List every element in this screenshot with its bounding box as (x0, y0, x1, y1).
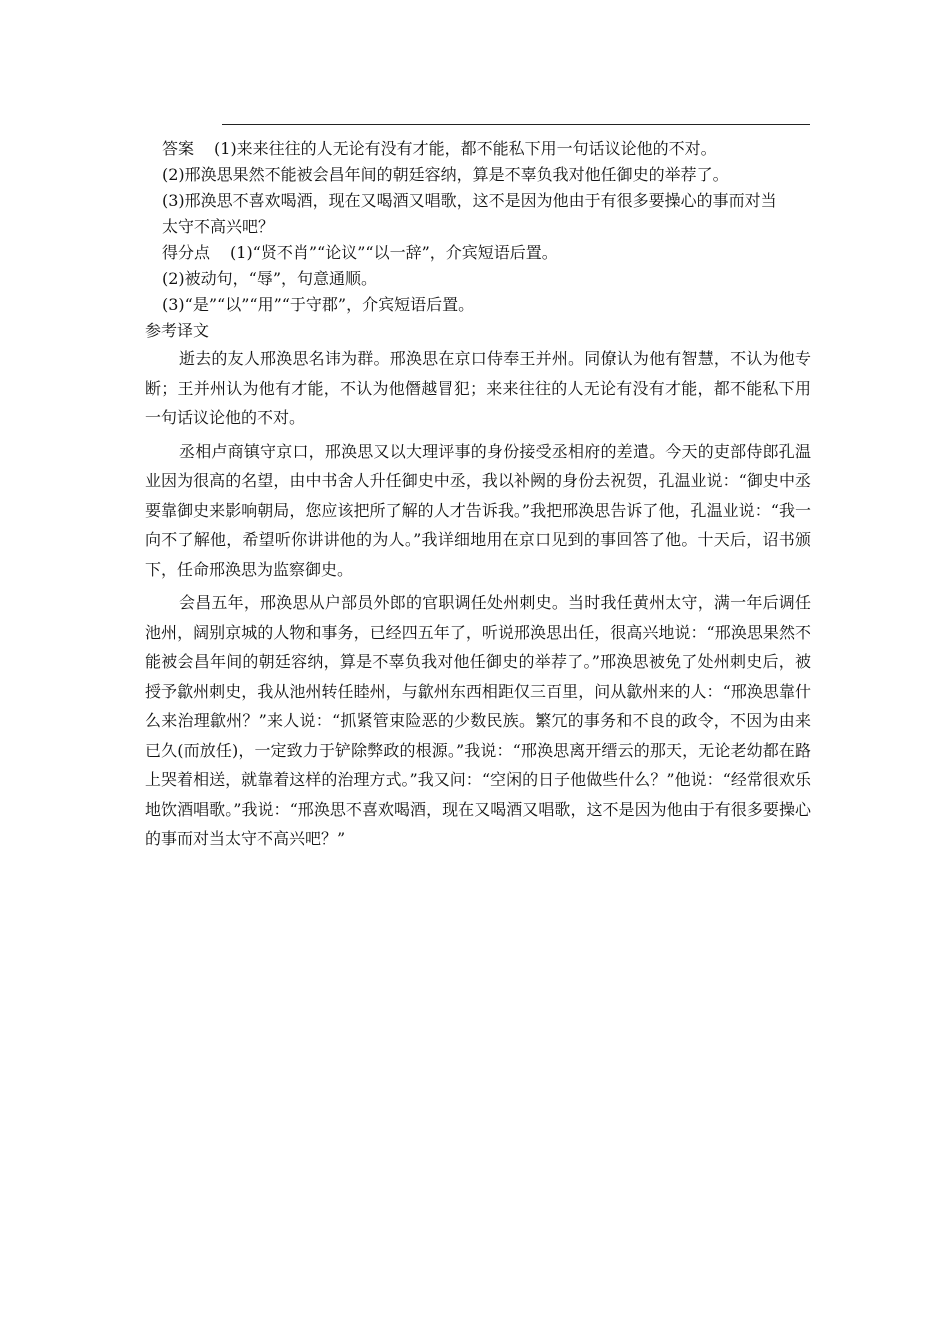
answer-item-3-cont: 太守不高兴吧？ (162, 217, 275, 236)
scoring-section (145, 240, 811, 318)
answer-item-1: (1)来来往往的人无论有没有才能，都不能私下用一句话议论他的不对。 (214, 139, 717, 158)
translation-paragraph-3: 会昌五年，邢涣思从户部员外郎的官职调任处州刺史。当时我任黄州太守，满一年后调任池州，阔别京城的人物和事务，已经四五年了，听说邢涣思出任，很高兴地说：“邢涣思果然不能被会昌年间的朝廷容纳，算是不辜负我对他任御史的举荐了。”邢涣思被免了处州刺史后，被授予歙州刺史，我从池州转任睦州，与歙州东西相距仅三百里，问从歙州来的人：“邢涣思靠什么来治理歙州？”来人说：“抓紧管束险恶的少数民族。繁冗的事务和不良的政令，不因为由来已久(而放任)，一定致力于铲除弊政的根源。”我说：“邢涣思离开缙云的那天，无论老幼都在路上哭着相送，就靠着这样的治理方式。”我又问：“空闲的日子他做些什么？”他说：“经常很欢乐地饮酒唱歌。”我说：“邢涣思不喜欢喝酒，现在又喝酒又唱歌，这不是因为他由于有很多要操心的事而对当太守不高兴吧？” (145, 593, 811, 848)
answer-item-2: (2)邢涣思果然不能被会昌年间的朝廷容纳，算是不辜负我对他任御史的举荐了。 (162, 165, 729, 184)
answer-line-4 (145, 214, 811, 240)
translation-paragraph-2: 丞相卢商镇守京口，邢涣思又以大理评事的身份接受丞相府的差遣。今天的吏部侍郎孔温业因为很高的名望，由中书舍人升任御史中丞，我以补阙的身份去祝贺，孔温业说：“御史中丞要靠御史来影响朝局，您应该把所了解的人才告诉我。”我把邢涣思告诉了他，孔温业说：“我一向不了解他，希望听你讲讲他的为人。”我详细地用在京口见到的事回答了他。十天后，诏书颁下，任命邢涣思为监察御史。 (145, 441, 811, 579)
scoring-line-3 (145, 292, 811, 318)
translation-paragraph-1: 逝去的友人邢涣思名讳为群。邢涣思在京口侍奉王并州。同僚认为他有智慧，不认为他专断；王并州认为他有才能，不认为他僭越冒犯；来来往往的人无论有没有才能，都不能私下用一句话议论他的不对。 (145, 349, 811, 427)
scoring-label: 得分点 (162, 243, 211, 262)
translation-section (145, 318, 811, 854)
answer-item-3: (3)邢涣思不喜欢喝酒，现在又喝酒又唱歌，这不是因为他由于有很多要操心的事而对当 (162, 191, 777, 210)
scoring-line-1 (145, 240, 811, 266)
answer-line-3 (145, 188, 811, 214)
scoring-item-2: (2)被动句，“辱”，句意通顺。 (162, 269, 378, 288)
answer-section (145, 136, 811, 240)
scoring-item-1: (1)“贤不肖”“论议”“以一辞”，介宾短语后置。 (230, 243, 558, 262)
answer-line-2 (145, 162, 811, 188)
translation-heading: 参考译文 (145, 321, 210, 340)
scoring-item-3: (3)“是”“以”“用”“于守郡”，介宾短语后置。 (162, 295, 475, 314)
answer-label: 答案 (162, 139, 195, 158)
top-divider (222, 124, 810, 125)
document-body (145, 136, 811, 858)
scoring-line-2 (145, 266, 811, 292)
answer-line-1 (145, 136, 811, 162)
